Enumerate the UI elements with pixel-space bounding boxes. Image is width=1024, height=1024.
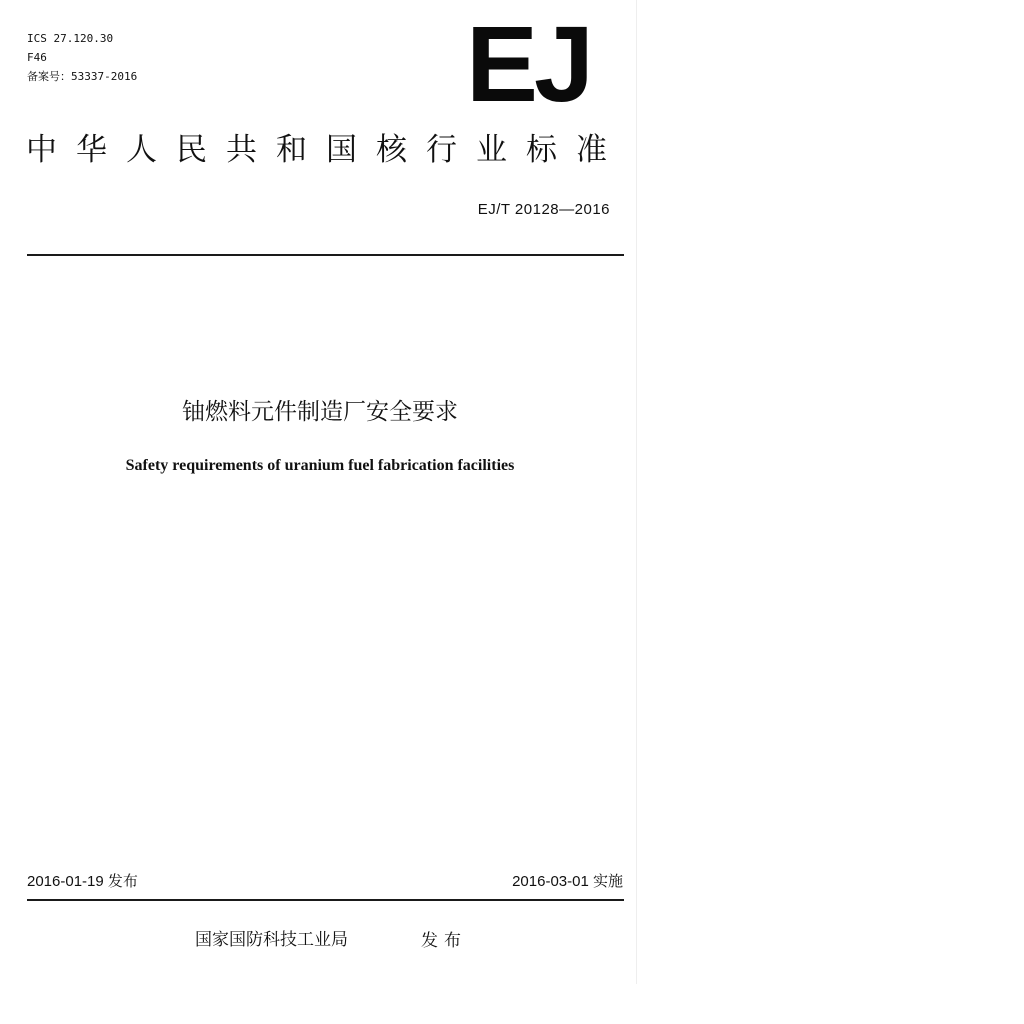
implementation-date-value: 2016-03-01 <box>512 873 589 890</box>
publisher-name: 国家国防科技工业局 <box>195 930 348 950</box>
document-title-cn: 铀燃料元件制造厂安全要求 <box>182 399 458 425</box>
top-divider <box>27 254 624 256</box>
document-title-en: Safety requirements of uranium fuel fabrication facilities <box>125 457 515 474</box>
ics-number: ICS 27.120.30 <box>27 32 114 45</box>
issue-date-label: 发布 <box>107 872 138 890</box>
issue-date-value: 2016-01-19 <box>27 873 104 890</box>
classification-code: F46 <box>27 51 47 64</box>
publisher-action: 发布 <box>421 931 467 951</box>
implementation-date-label: 实施 <box>592 872 623 890</box>
ej-logo: EJ <box>466 3 591 124</box>
standard-code: EJ/T 20128—2016 <box>477 201 610 218</box>
issue-date <box>27 871 138 892</box>
standard-category-title: 中华人民共和国核行业标准 <box>26 132 626 168</box>
record-number: 备案号：53337-2016 <box>27 70 138 83</box>
bottom-divider <box>27 899 624 901</box>
implementation-date <box>512 871 623 892</box>
